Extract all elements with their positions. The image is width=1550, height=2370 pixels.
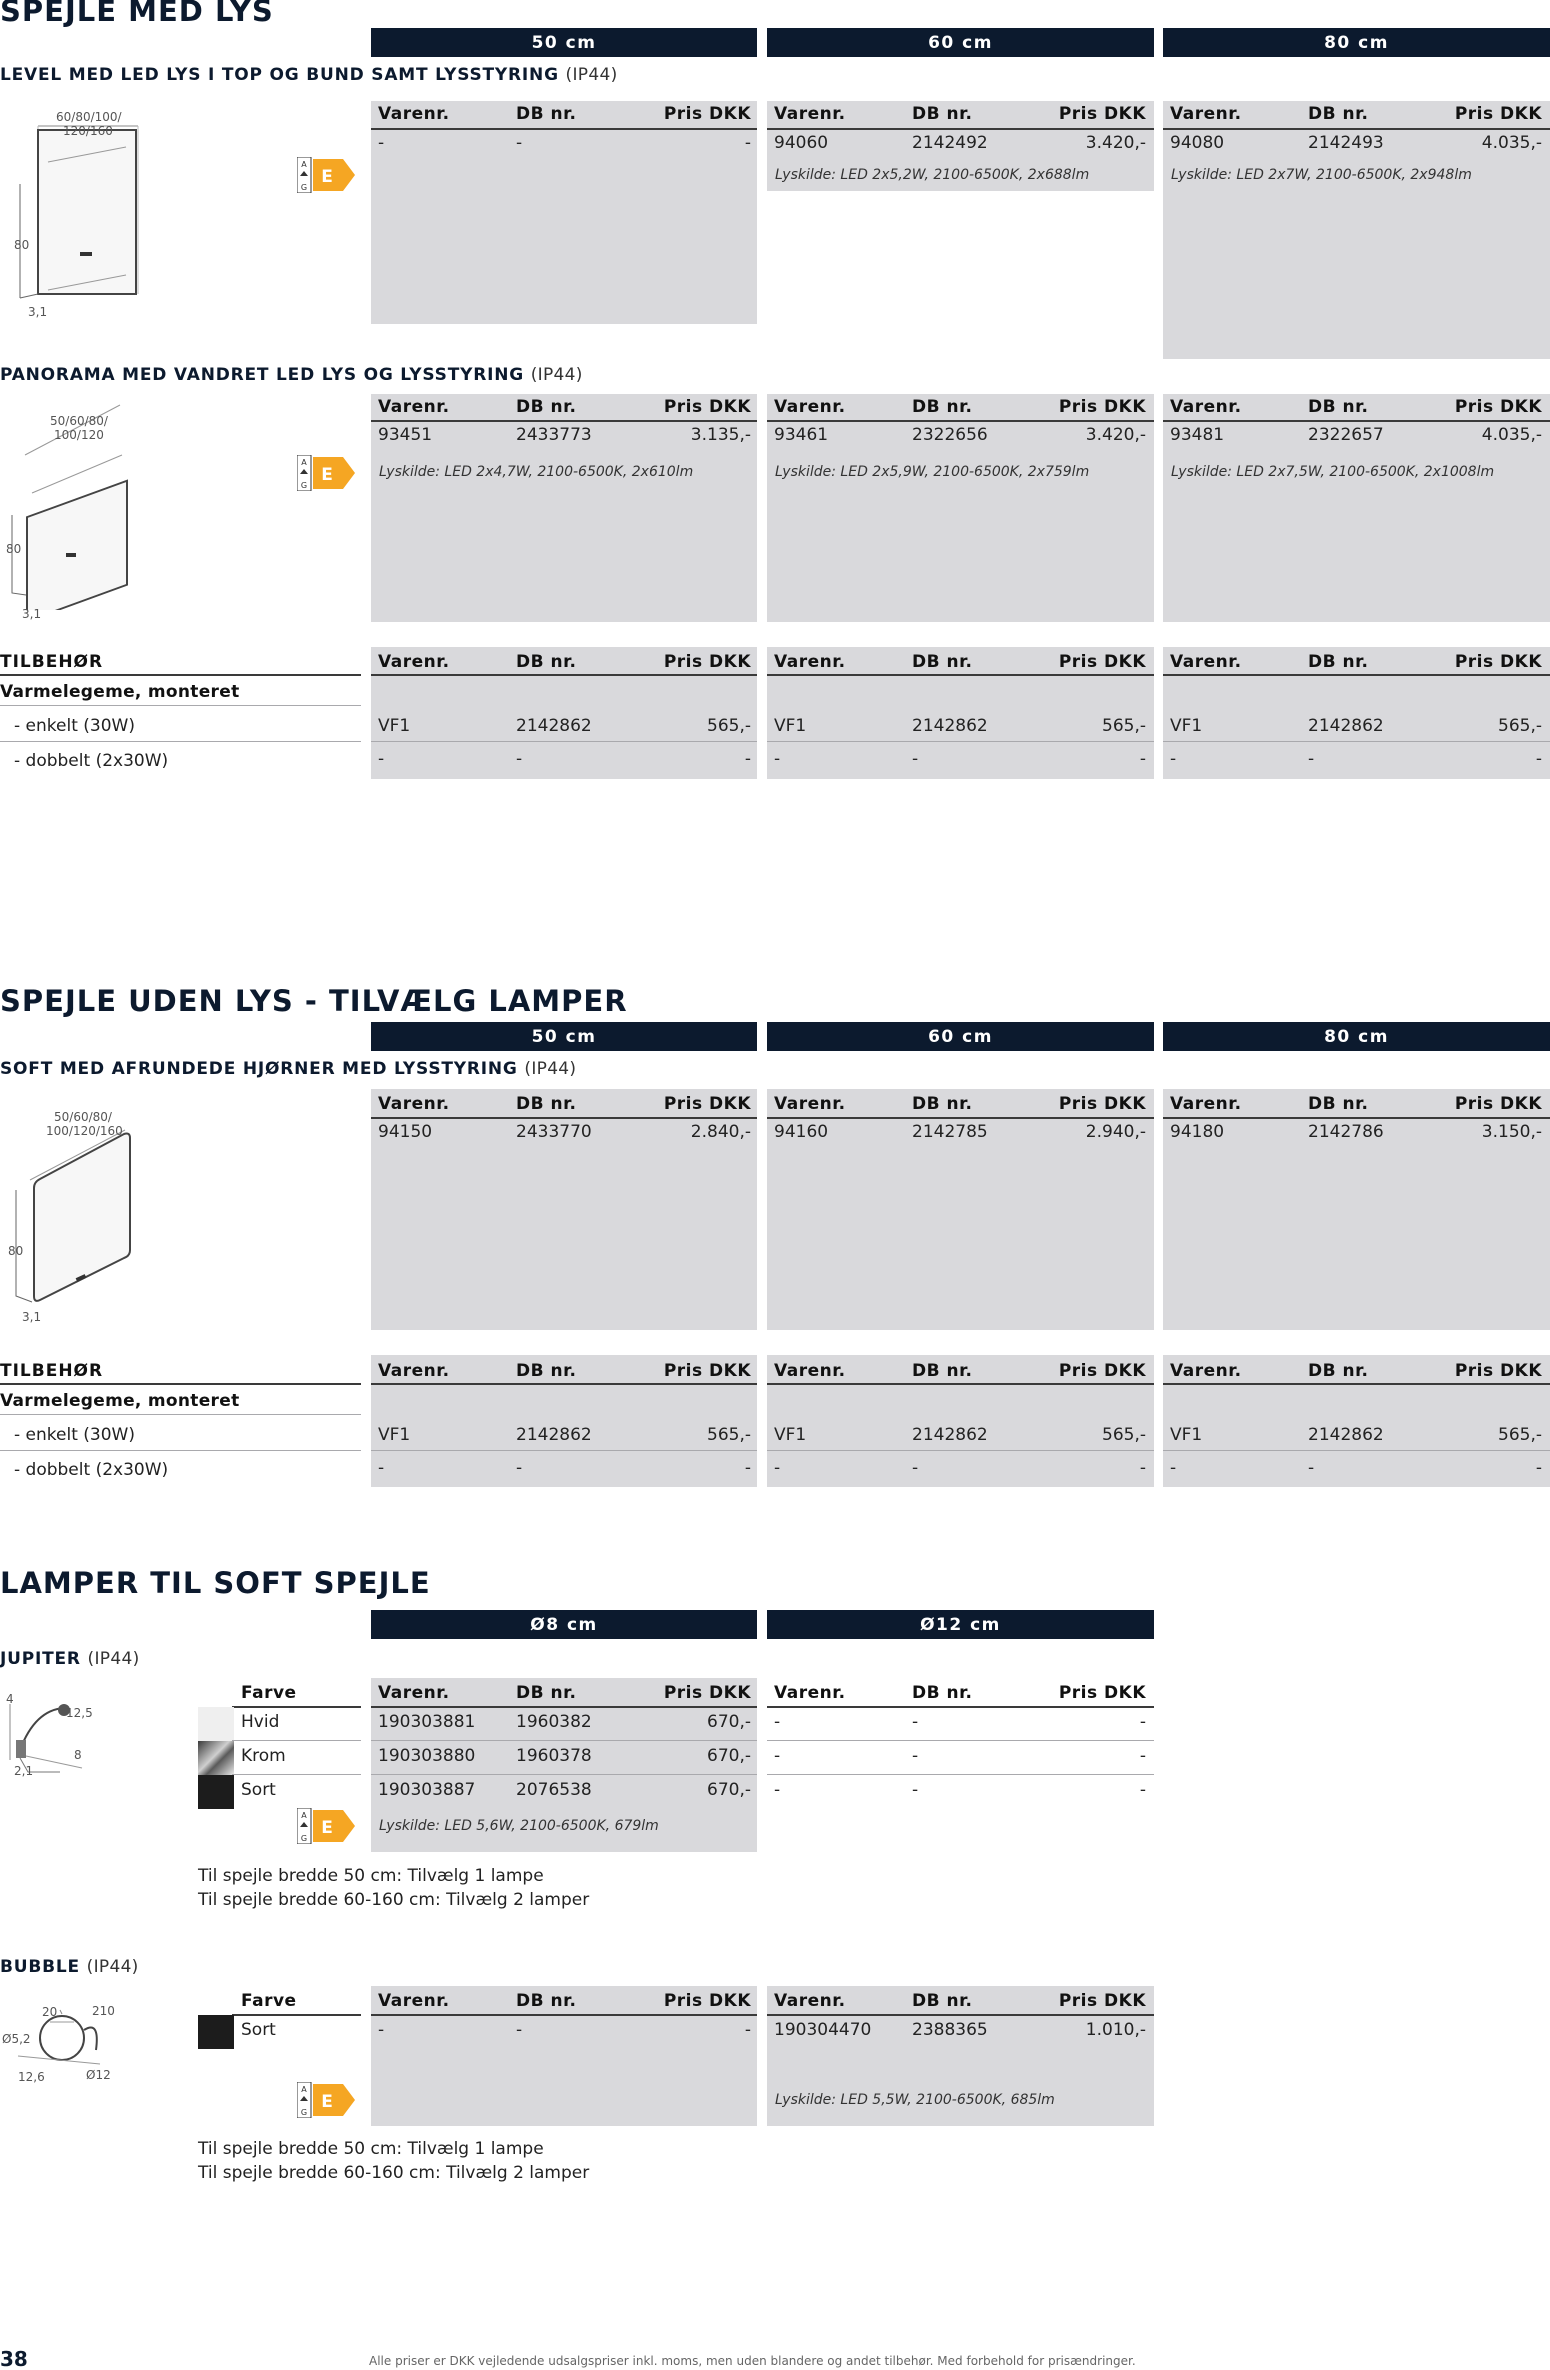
bub-h-varenr-8: Varenr. [378,1991,450,2011]
level-varenr-60: 94060 [774,133,829,153]
panorama-dim-top: 50/60/80/ [50,414,108,428]
pan-varenr-60: 93461 [774,425,829,445]
jup-h-dbnr-12: DB nr. [912,1683,973,1703]
tb2-h-dbnr-50: DB nr. [516,1361,577,1381]
panorama-dim-height: 80 [6,542,22,556]
tb1-h-pris-50: Pris DKK [663,652,751,672]
tb1-r2-dbnr-80: - [1308,749,1315,769]
soft-varenr-80: 94180 [1170,1122,1225,1142]
level-h-pris-60: Pris DKK [1058,104,1146,124]
soft-h-varenr-50: Varenr. [378,1094,450,1114]
divider [232,1774,361,1775]
bubble-info-2: Til spejle bredde 60-160 cm: Tilvælg 2 lamper [198,2163,590,2183]
soft-h-dbnr-80: DB nr. [1308,1094,1369,1114]
soft-pris-50: 2.840,- [690,1122,751,1142]
divider [0,741,361,742]
tb1-r2-varenr-60: - [774,749,781,769]
bub-r1-dbnr-8: - [516,2020,523,2040]
divider [0,1414,361,1415]
divider [1163,741,1550,742]
soft-h-pris-50: Pris DKK [663,1094,751,1114]
pan-h-dbnr-80: DB nr. [1308,397,1369,417]
soft-h-pris-80: Pris DKK [1454,1094,1542,1114]
energy-scale-top: A [301,1811,307,1820]
divider [371,2014,757,2016]
energy-label-level [297,157,357,193]
bubble-note: Lyskilde: LED 5,5W, 2100-6500K, 685lm [775,2092,1055,2108]
energy-scale-top: A [301,458,307,467]
soft-h-varenr-60: Varenr. [774,1094,846,1114]
bubble-h-farve: Farve [241,1991,297,2011]
tb1-r1-dbnr-60: 2142862 [912,716,988,736]
bub-r1-pris-8: - [744,2020,751,2040]
divider [0,1383,361,1385]
level-pris-80: 4.035,- [1481,133,1542,153]
level-dim-top2: 120/160 [63,124,113,138]
bub-h-pris-8: Pris DKK [663,1991,751,2011]
divider [371,1117,757,1119]
tb2-h-pris-80: Pris DKK [1454,1361,1542,1381]
tb2-r2-varenr-80: - [1170,1458,1177,1478]
soft-pris-80: 3.150,- [1481,1122,1542,1142]
divider [767,2014,1154,2016]
bub-r1-varenr-12: 190304470 [774,2020,872,2040]
panorama-dim-top2: 100/120 [54,428,104,442]
pan-dbnr-60: 2322656 [912,425,988,445]
energy-scale-bottom: G [300,1834,308,1843]
tilbehor1-row1-label: - enkelt (30W) [14,716,135,736]
bubble-dim-e: Ø12 [86,2068,111,2082]
tb2-r1-dbnr-50: 2142862 [516,1425,592,1445]
product-title-jupiter: JUPITER (IP44) [0,1649,140,1669]
jup-r1-pris-12: - [1139,1712,1146,1732]
pan-note-60: Lyskilde: LED 2x5,9W, 2100-6500K, 2x759lm [775,464,1090,480]
pan-h-pris-80: Pris DKK [1454,397,1542,417]
divider [1163,674,1550,676]
tb1-r1-pris-60: 565,- [1102,716,1146,736]
bubble-dim-c: Ø5,2 [2,2032,31,2046]
divider [371,1383,757,1385]
energy-scale-top: A [301,160,307,169]
tb1-r1-varenr-80: VF1 [1170,716,1203,736]
pan-h-pris-50: Pris DKK [663,397,751,417]
jup-r3-pris-8: 670,- [707,1780,751,1800]
pan-h-varenr-60: Varenr. [774,397,846,417]
size-header-8: Ø8 cm [371,1610,757,1639]
divider [0,1450,361,1451]
soft-h-varenr-80: Varenr. [1170,1094,1242,1114]
tb2-r1-pris-80: 565,- [1498,1425,1542,1445]
jup-r3-varenr-8: 190303887 [378,1780,476,1800]
tb1-r2-varenr-80: - [1170,749,1177,769]
jupiter-note: Lyskilde: LED 5,6W, 2100-6500K, 679lm [379,1818,659,1834]
tb1-h-varenr-60: Varenr. [774,652,846,672]
divider [767,128,1154,130]
level-h-varenr-50: Varenr. [378,104,450,124]
divider [767,741,1154,742]
bub-h-pris-12: Pris DKK [1058,1991,1146,2011]
jup-r2-dbnr-12: - [912,1746,919,1766]
divider [371,741,757,742]
tb2-r2-pris-50: - [744,1458,751,1478]
divider [767,674,1154,676]
divider [767,1774,1154,1775]
tb2-h-varenr-60: Varenr. [774,1361,846,1381]
soft-h-dbnr-60: DB nr. [912,1094,973,1114]
energy-scale-bottom: G [300,2108,308,2117]
jup-h-dbnr-8: DB nr. [516,1683,577,1703]
tb2-h-dbnr-80: DB nr. [1308,1361,1369,1381]
level-h-varenr-80: Varenr. [1170,104,1242,124]
energy-class: E [321,2092,333,2112]
tb1-h-dbnr-60: DB nr. [912,652,973,672]
divider [767,1450,1154,1451]
divider [232,1706,361,1708]
jup-r1-varenr-12: - [774,1712,781,1732]
jup-r2-pris-12: - [1139,1746,1146,1766]
jup-r2-pris-8: 670,- [707,1746,751,1766]
level-dbnr-50: - [516,133,523,153]
divider [0,705,361,706]
tb2-r2-dbnr-80: - [1308,1458,1315,1478]
level-pris-60: 3.420,- [1085,133,1146,153]
jupiter-dim-a: 4 [6,1692,14,1706]
jupiter-dim-b: 12,5 [66,1706,93,1720]
section-title-lamper: LAMPER TIL SOFT SPEJLE [0,1566,431,1600]
size-header-12: Ø12 cm [767,1610,1154,1639]
jupiter-dim-d: 2,1 [14,1764,34,1778]
swatch-sort [198,1775,234,1809]
divider [1163,1450,1550,1451]
tb2-r2-dbnr-60: - [912,1458,919,1478]
tilbehor2-row2-label: - dobbelt (2x30W) [14,1460,169,1480]
tb2-r1-varenr-80: VF1 [1170,1425,1203,1445]
bubble-dim-d: 12,6 [18,2070,45,2084]
section-title-spejle-uden-lys: SPEJLE UDEN LYS - TILVÆLG LAMPER [0,984,628,1018]
tb2-r1-pris-50: 565,- [707,1425,751,1445]
tb2-r2-dbnr-50: - [516,1458,523,1478]
tb1-r2-dbnr-50: - [516,749,523,769]
soft-h-dbnr-50: DB nr. [516,1094,577,1114]
level-dim-depth: 3,1 [28,305,48,319]
pan-h-dbnr-50: DB nr. [516,397,577,417]
soft-dim-depth: 3,1 [22,1310,42,1324]
soft-dim-top2: 100/120/160 [46,1124,123,1138]
jup-r3-dbnr-8: 2076538 [516,1780,592,1800]
tilbehor1-group: Varmelegeme, monteret [0,682,240,702]
product-title-panorama: PANORAMA MED VANDRET LED LYS OG LYSSTYRING (IP44) [0,365,583,385]
jup-r2-varenr-12: - [774,1746,781,1766]
pan-h-varenr-50: Varenr. [378,397,450,417]
jup-r1-dbnr-12: - [912,1712,919,1732]
tb2-r1-dbnr-80: 2142862 [1308,1425,1384,1445]
energy-class: E [321,465,333,485]
soft-dim-top: 50/60/80/ [54,1110,112,1124]
tilbehor2-title: TILBEHØR [0,1361,104,1381]
divider [767,420,1154,422]
tb2-r1-varenr-50: VF1 [378,1425,411,1445]
energy-label-panorama [297,455,357,491]
tb2-r1-varenr-60: VF1 [774,1425,807,1445]
product-title-soft: SOFT MED AFRUNDEDE HJØRNER MED LYSSTYRING (IP44) [0,1059,577,1079]
bubble-dim-b: 210 [92,2004,115,2018]
bub-h-dbnr-12: DB nr. [912,1991,973,2011]
jupiter-dim-c: 8 [74,1748,82,1762]
level-note-60: Lyskilde: LED 2x5,2W, 2100-6500K, 2x688lm [775,167,1090,183]
jupiter-farve-2: Krom [241,1746,286,1766]
tb2-h-varenr-50: Varenr. [378,1361,450,1381]
tb1-r1-dbnr-50: 2142862 [516,716,592,736]
divider [767,1383,1154,1385]
tb1-h-pris-60: Pris DKK [1058,652,1146,672]
level-dbnr-80: 2142493 [1308,133,1384,153]
pan-note-80: Lyskilde: LED 2x7,5W, 2100-6500K, 2x1008lm [1171,464,1495,480]
tilbehor2-row1-label: - enkelt (30W) [14,1425,135,1445]
tb1-h-dbnr-80: DB nr. [1308,652,1369,672]
pan-varenr-80: 93481 [1170,425,1225,445]
product-title-level: LEVEL MED LED LYS I TOP OG BUND SAMT LYSSTYRING (IP44) [0,65,618,85]
tb1-r2-varenr-50: - [378,749,385,769]
energy-class: E [321,1818,333,1838]
jup-r1-varenr-8: 190303881 [378,1712,476,1732]
jupiter-farve-1: Hvid [241,1712,280,1732]
energy-class: E [321,167,333,187]
energy-label-bubble [297,2082,357,2118]
jup-h-varenr-8: Varenr. [378,1683,450,1703]
divider [1163,1117,1550,1119]
tb2-h-pris-60: Pris DKK [1058,1361,1146,1381]
size-header-80: 80 cm [1163,28,1550,57]
divider [371,1740,757,1741]
tb1-h-dbnr-50: DB nr. [516,652,577,672]
tb2-h-pris-50: Pris DKK [663,1361,751,1381]
bubble-farve-1: Sort [241,2020,276,2040]
bub-h-dbnr-8: DB nr. [516,1991,577,2011]
level-h-dbnr-60: DB nr. [912,104,973,124]
divider [767,1740,1154,1741]
tb2-r2-varenr-50: - [378,1458,385,1478]
tb1-r1-pris-80: 565,- [1498,716,1542,736]
tb1-h-varenr-80: Varenr. [1170,652,1242,672]
divider [0,674,361,676]
size-header-60: 60 cm [767,28,1154,57]
jupiter-info-2: Til spejle bredde 60-160 cm: Tilvælg 2 lamper [198,1890,590,1910]
divider [1163,1383,1550,1385]
divider [1163,128,1550,130]
pan-note-50: Lyskilde: LED 2x4,7W, 2100-6500K, 2x610lm [379,464,694,480]
level-h-varenr-60: Varenr. [774,104,846,124]
tb1-r2-pris-80: - [1535,749,1542,769]
soft-dbnr-50: 2433770 [516,1122,592,1142]
pan-pris-50: 3.135,- [690,425,751,445]
level-h-dbnr-50: DB nr. [516,104,577,124]
pan-dbnr-50: 2433773 [516,425,592,445]
divider [1163,420,1550,422]
tilbehor2-group: Varmelegeme, monteret [0,1391,240,1411]
tb1-h-varenr-50: Varenr. [378,652,450,672]
soft-h-pris-60: Pris DKK [1058,1094,1146,1114]
jupiter-h-farve: Farve [241,1683,297,1703]
pan-pris-60: 3.420,- [1085,425,1146,445]
level-varenr-80: 94080 [1170,133,1225,153]
footer-disclaimer: Alle priser er DKK vejledende udsalgspriser inkl. moms, men uden blandere og andet tilbehør. Med forbehold for prisændringer. [369,2354,1136,2368]
energy-scale-bottom: G [300,481,308,490]
tb2-h-varenr-80: Varenr. [1170,1361,1242,1381]
divider [371,1706,757,1708]
level-dim-top: 60/80/100/ [56,110,122,124]
tb1-r1-dbnr-80: 2142862 [1308,716,1384,736]
divider [767,1706,1154,1708]
tb1-r1-pris-50: 565,- [707,716,751,736]
pan-h-dbnr-60: DB nr. [912,397,973,417]
tb1-r2-dbnr-60: - [912,749,919,769]
jup-r3-pris-12: - [1139,1780,1146,1800]
tb1-r1-varenr-50: VF1 [378,716,411,736]
tb2-r1-pris-60: 565,- [1102,1425,1146,1445]
bubble-dim-a: 20 [42,2005,58,2019]
size-header-50: 50 cm [371,1022,757,1051]
divider [232,1740,361,1741]
level-dim-height: 80 [14,238,30,252]
energy-label-jupiter [297,1808,357,1844]
pan-dbnr-80: 2322657 [1308,425,1384,445]
tb2-r1-dbnr-60: 2142862 [912,1425,988,1445]
level-note-80: Lyskilde: LED 2x7W, 2100-6500K, 2x948lm [1171,167,1472,183]
pan-pris-80: 4.035,- [1481,425,1542,445]
tb2-r2-varenr-60: - [774,1458,781,1478]
jup-r1-dbnr-8: 1960382 [516,1712,592,1732]
tb1-r2-pris-60: - [1139,749,1146,769]
divider [767,1117,1154,1119]
tb2-h-dbnr-60: DB nr. [912,1361,973,1381]
divider [371,1450,757,1451]
jup-r2-dbnr-8: 1960378 [516,1746,592,1766]
divider [371,1774,757,1775]
tilbehor1-title: TILBEHØR [0,652,104,672]
jup-h-pris-12: Pris DKK [1058,1683,1146,1703]
section-title-spejle-med-lys: SPEJLE MED LYS [0,0,274,28]
soft-dbnr-80: 2142786 [1308,1122,1384,1142]
jupiter-farve-3: Sort [241,1780,276,1800]
size-header-60: 60 cm [767,1022,1154,1051]
bub-h-varenr-12: Varenr. [774,1991,846,2011]
jup-h-varenr-12: Varenr. [774,1683,846,1703]
divider [371,420,757,422]
product-title-bubble: BUBBLE (IP44) [0,1957,139,1977]
jup-r3-dbnr-12: - [912,1780,919,1800]
swatch-krom [198,1741,234,1775]
size-header-50: 50 cm [371,28,757,57]
soft-pris-60: 2.940,- [1085,1122,1146,1142]
jup-h-pris-8: Pris DKK [663,1683,751,1703]
pan-varenr-50: 93451 [378,425,433,445]
energy-scale-bottom: G [300,183,308,192]
tb2-r2-pris-80: - [1535,1458,1542,1478]
jupiter-info-1: Til spejle bredde 50 cm: Tilvælg 1 lampe [198,1866,544,1886]
page-number: 38 [0,2347,28,2370]
soft-dim-height: 80 [8,1244,24,1258]
jup-r2-varenr-8: 190303880 [378,1746,476,1766]
swatch-sort [198,2015,234,2049]
tilbehor1-row2-label: - dobbelt (2x30W) [14,751,169,771]
level-h-dbnr-80: DB nr. [1308,104,1369,124]
soft-dbnr-60: 2142785 [912,1122,988,1142]
level-pris-50: - [744,133,751,153]
divider [371,674,757,676]
size-header-80: 80 cm [1163,1022,1550,1051]
soft-varenr-50: 94150 [378,1122,433,1142]
energy-scale-top: A [301,2085,307,2094]
jup-r3-varenr-12: - [774,1780,781,1800]
pan-h-varenr-80: Varenr. [1170,397,1242,417]
level-varenr-50: - [378,133,385,153]
bub-r1-dbnr-12: 2388365 [912,2020,988,2040]
tb2-r2-pris-60: - [1139,1458,1146,1478]
level-dbnr-60: 2142492 [912,133,988,153]
level-h-pris-80: Pris DKK [1454,104,1542,124]
pan-h-pris-60: Pris DKK [1058,397,1146,417]
bub-r1-pris-12: 1.010,- [1085,2020,1146,2040]
level-h-pris-50: Pris DKK [663,104,751,124]
panorama-dim-depth: 3,1 [22,607,42,621]
bub-r1-varenr-8: - [378,2020,385,2040]
jup-r1-pris-8: 670,- [707,1712,751,1732]
bubble-info-1: Til spejle bredde 50 cm: Tilvælg 1 lampe [198,2139,544,2159]
tb1-r2-pris-50: - [744,749,751,769]
tb1-h-pris-80: Pris DKK [1454,652,1542,672]
divider [232,2014,361,2016]
tb1-r1-varenr-60: VF1 [774,716,807,736]
soft-varenr-60: 94160 [774,1122,829,1142]
swatch-hvid [198,1707,234,1741]
divider [371,128,757,130]
